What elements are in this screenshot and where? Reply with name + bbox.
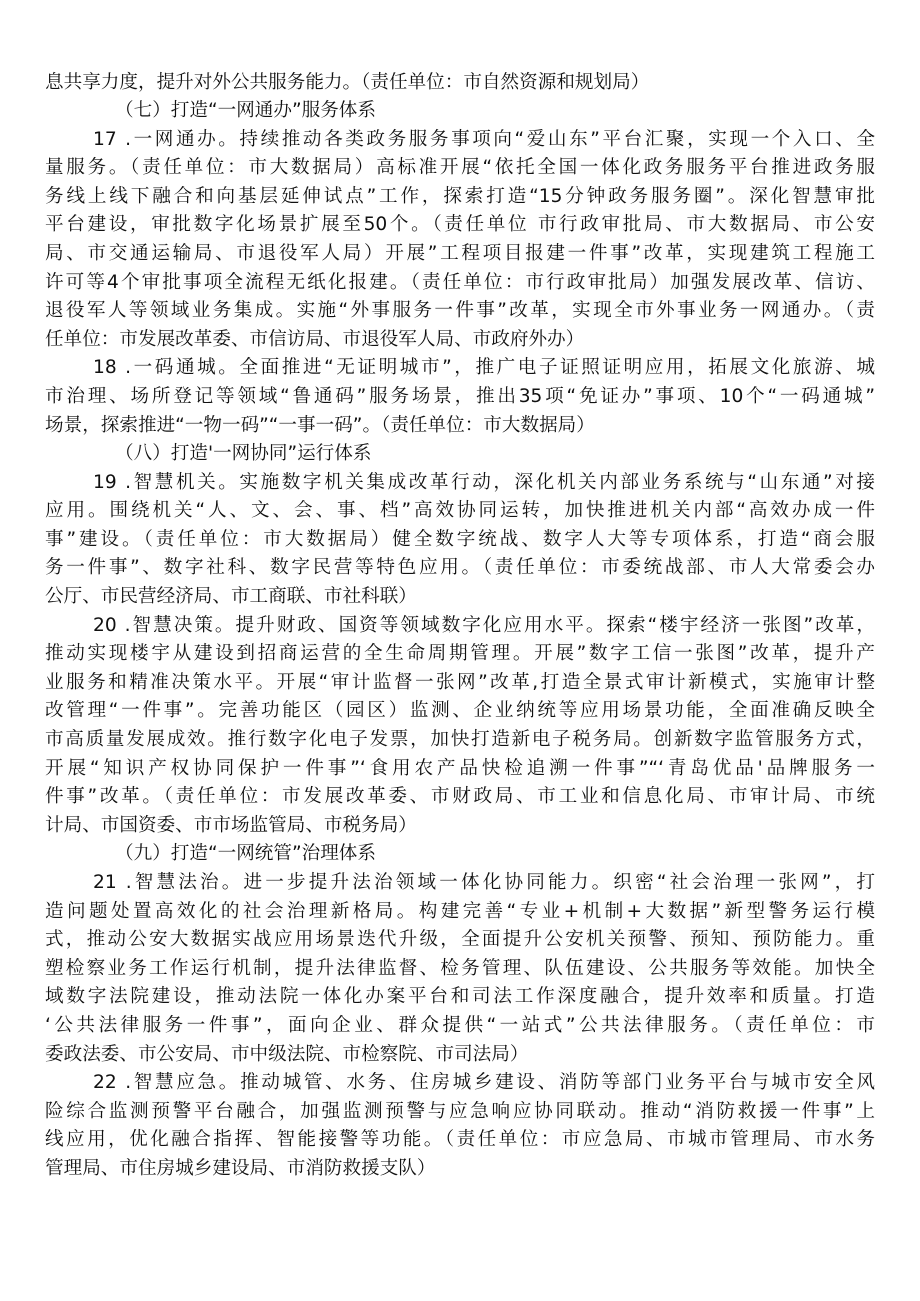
- text-line: 市高质量发展成效。推行数字化电子发票，加快打造新电子税务局。创新数字监管服务方式，: [45, 729, 875, 750]
- text-line: 许可等4个审批事项全流程无纸化报建。（责任单位：市行政审批局）加强发展改革、信访、: [45, 272, 875, 293]
- text-line: 18 .一码通城。全面推进“无证明城市”，推广电子证照证明应用，拓展文化旅游、城: [93, 357, 875, 378]
- text-line: 20 .智慧决策。提升财政、国资等领域数字化应用水平。探索“楼宇经济一张图”改革，: [93, 615, 875, 636]
- text-line: 任单位：市发展改革委、市信访局、市退役军人局、市政府外办）: [45, 329, 585, 350]
- text-line: 计局、市国资委、市市场监管局、市税务局）: [45, 815, 417, 836]
- text-line: 平台建设，审批数字化场景扩展至50个。（责任单位 市行政审批局、市大数据局、市公安: [45, 214, 875, 235]
- text-line: 务线上线下融合和向基层延伸试点”工作，探索打造“15分钟政务服务圈”。深化智慧审批: [45, 186, 875, 207]
- section-heading: （九）打造“一网统管”治理体系: [115, 843, 376, 864]
- text-line: 17 .一网通办。持续推动各类政务服务事项向“爱山东”平台汇聚，实现一个入口、全: [93, 129, 875, 150]
- text-line: 塑检察业务工作运行机制，提升法律监督、检务管理、队伍建设、公共服务等效能。加快全: [45, 958, 875, 979]
- text-line: ‘公共法律服务一件事”，面向企业、群众提供“一站式”公共法律服务。（责任单位：市: [45, 1015, 875, 1036]
- text-line: 市治理、场所登记等领域“鲁通码”服务场景，推出35项“免证办”事项、10个“一码通城”: [45, 386, 875, 407]
- section-heading: （八）打造'一网协同”运行体系: [115, 443, 372, 464]
- text-line: 业服务和精准决策水平。开展“审计监督一张网”改革,打造全景式审计新模式，实施审计整: [45, 672, 875, 693]
- text-line: 21 .智慧法治。进一步提升法治领域一体化协同能力。织密“社会治理一张网”，打: [93, 872, 875, 893]
- text-line: 委政法委、市公安局、市中级法院、市检察院、市司法局）: [45, 1044, 529, 1065]
- text-line: 线应用，优化融合指挥、智能接警等功能。（责任单位：市应急局、市城市管理局、市水务: [45, 1129, 875, 1150]
- text-line: 应用。围绕机关“人、文、会、事、档”高效协同运转，加快推进机关内部“高效办成一件: [45, 500, 875, 521]
- text-line: 造问题处置高效化的社会治理新格局。构建完善“专业+机制+大数据”新型警务运行模: [45, 901, 875, 922]
- text-line: 退役军人等领域业务集成。实施“外事服务一件事”改革，实现全市外事业务一网通办。（责: [45, 300, 875, 321]
- text-line: 管理局、市住房城乡建设局、市消防救援支队）: [45, 1158, 436, 1179]
- text-line: 事”建设。（责任单位：市大数据局）健全数字统战、数字人大等专项体系，打造“商会服: [45, 529, 875, 550]
- text-line: 量服务。（责任单位：市大数据局）高标准开展“依托全国一体化政务服务平台推进政务服: [45, 157, 875, 178]
- text-line: 场景，探索推进“一物一码”“一事一码”。（责任单位：市大数据局）: [45, 415, 595, 436]
- text-line: 息共享力度，提升对外公共服务能力。（责任单位：市自然资源和规划局）: [45, 72, 650, 93]
- text-line: 19 .智慧机关。实施数字机关集成改革行动，深化机关内部业务系统与“山东通”对接: [93, 472, 875, 493]
- text-line: 推动实现楼宇从建设到招商运营的全生命周期管理。开展”数字工信一张图”改革，提升产: [45, 643, 875, 664]
- text-line: 改管理“一件事”。完善功能区（园区）监测、企业纳统等应用场景功能，全面准确反映全: [45, 700, 875, 721]
- text-line: 局、市交通运输局、市退役军人局）开展”工程项目报建一件事”改革，实现建筑工程施工: [45, 243, 875, 264]
- text-line: 件事”改革。（责任单位：市发展改革委、市财政局、市工业和信息化局、市审计局、市统: [45, 786, 875, 807]
- text-line: 式，推动公安大数据实战应用场景迭代升级，全面提升公安机关预警、预知、预防能力。重: [45, 929, 875, 950]
- text-line: 域数字法院建设，推动法院一体化办案平台和司法工作深度融合，提升效率和质量。打造: [45, 986, 875, 1007]
- text-line: 22 .智慧应急。推动城管、水务、住房城乡建设、消防等部门业务平台与城市安全风: [93, 1072, 875, 1093]
- text-line: 险综合监测预警平台融合，加强监测预警与应急响应协同联动。推动“消防救援一件事”上: [45, 1101, 875, 1122]
- text-line: 公厅、市民营经济局、市工商联、市社科联）: [45, 586, 417, 607]
- section-heading: （七）打造“一网通办”服务体系: [115, 100, 376, 121]
- text-line: 务一件事”、数字社科、数字民营等特色应用。（责任单位：市委统战部、市人大常委会办: [45, 557, 875, 578]
- text-line: 开展“知识产权协同保护一件事”‘食用农产品快检追溯一件事”“‘青岛优品'品牌服务一: [45, 758, 875, 779]
